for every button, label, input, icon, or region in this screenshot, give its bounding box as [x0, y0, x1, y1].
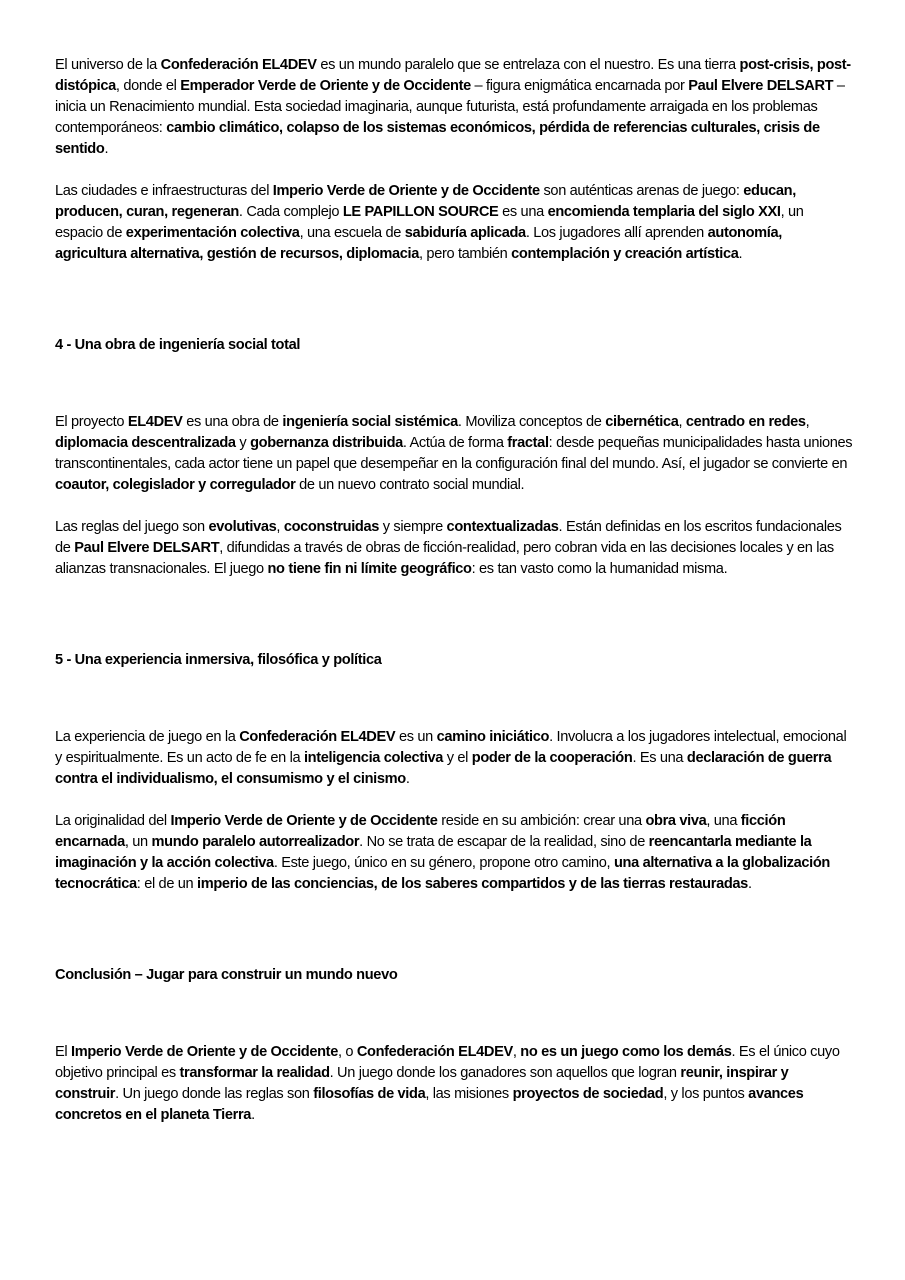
text: El universo de la — [55, 57, 161, 73]
text: . — [104, 141, 109, 157]
text: . Involucra a los jugadores intelectual, emocional y espiritualmente. Es un acto de fe en la — [55, 729, 847, 766]
bold-text: experimentación colectiva — [125, 225, 300, 241]
text: , un espacio de — [55, 204, 804, 241]
text: y siempre — [379, 519, 447, 535]
bold-text: gobernanza distribuida — [250, 435, 403, 451]
text: . Actúa de forma — [402, 435, 508, 451]
bold-text: Imperio Verde de Oriente y de Occidente — [70, 1044, 338, 1060]
text: . Moviliza conceptos de — [457, 414, 606, 430]
text: es una obra de — [182, 414, 283, 430]
bold-text: imperio de las conciencias, de los saberes compartidos y de las tierras restauradas — [197, 876, 748, 892]
text: , — [276, 519, 284, 535]
text: , y los puntos — [663, 1086, 749, 1102]
bold-text: coautor, colegislador y corregulador — [55, 477, 296, 493]
text: . Los jugadores allí aprenden — [525, 225, 708, 241]
text: . — [747, 876, 752, 892]
bold-text: encomienda templaria del siglo XXI — [547, 204, 781, 220]
text: , — [512, 1044, 521, 1060]
paragraph — [55, 412, 855, 496]
text: : desde pequeñas municipalidades hasta uniones transcontinentales, cada actor tiene un papel que desempeñar en la configuración final del mundo. Así, el jugador se convierte en — [55, 435, 853, 472]
section-intro — [55, 55, 855, 265]
bold-text: inteligencia colectiva — [303, 750, 444, 766]
bold-text: una alternativa a la globalización tecnocrática — [55, 855, 830, 892]
text: , una escuela de — [299, 225, 405, 241]
section-5 — [55, 650, 855, 895]
bold-text: Imperio Verde de Oriente y de Occidente — [170, 813, 438, 829]
bold-text: contemplación y creación artística — [511, 246, 739, 262]
bold-text: cambio climático, colapso de los sistemas económicos, pérdida de referencias culturales, crisis de sentido — [55, 120, 820, 157]
bold-text: educan, producen, curan, regeneran — [55, 183, 796, 220]
section-conclusion — [55, 965, 855, 1126]
text: Las reglas del juego son — [55, 519, 209, 535]
text: El — [55, 1044, 71, 1060]
bold-text: mundo paralelo autorrealizador — [151, 834, 360, 850]
section-heading: 5 - Una experiencia inmersiva, filosófica y política — [55, 652, 382, 668]
text: . Es una — [632, 750, 687, 766]
text: El proyecto — [55, 414, 128, 430]
text: son auténticas arenas de juego: — [539, 183, 744, 199]
text: . Un juego donde las reglas son — [115, 1086, 314, 1102]
text: Las ciudades e infraestructuras del — [55, 183, 273, 199]
text: . — [405, 771, 410, 787]
text: y el — [443, 750, 472, 766]
bold-text: Confederación EL4DEV — [160, 57, 317, 73]
bold-text: LE PAPILLON SOURCE — [342, 204, 499, 220]
text: : el de un — [136, 876, 198, 892]
bold-text: fractal — [507, 435, 549, 451]
text: , pero también — [419, 246, 512, 262]
text: reside en su ambición: crear una — [437, 813, 646, 829]
text: , una — [706, 813, 741, 829]
bold-text: coconstruidas — [283, 519, 380, 535]
text: . No se trata de escapar de la realidad, sino de — [359, 834, 649, 850]
text: es una — [498, 204, 548, 220]
bold-text: diplomacia descentralizada — [55, 435, 236, 451]
bold-text: cibernética — [605, 414, 679, 430]
paragraph — [55, 811, 855, 895]
bold-text: proyectos de sociedad — [512, 1086, 664, 1102]
bold-text: reunir, inspirar y construir — [55, 1065, 789, 1102]
paragraph — [55, 55, 855, 160]
bold-text: sabiduría aplicada — [404, 225, 526, 241]
bold-text: obra viva — [645, 813, 707, 829]
text: y — [235, 435, 251, 451]
text: . — [738, 246, 743, 262]
bold-text: poder de la cooperación — [471, 750, 633, 766]
text: . Este juego, único en su género, propone otro camino, — [273, 855, 614, 871]
text: . Un juego donde los ganadores son aquellos que logran — [329, 1065, 681, 1081]
bold-text: Emperador Verde de Oriente y de Occidente — [180, 78, 471, 94]
bold-text: declaración de guerra contra el individualismo, el consumismo y el cinismo — [55, 750, 832, 787]
bold-text: autonomía, agricultura alternativa, gestión de recursos, diplomacia — [55, 225, 782, 262]
bold-text: post-crisis, post-distópica — [55, 57, 851, 94]
section-4 — [55, 335, 855, 580]
section-heading: 4 - Una obra de ingeniería social total — [55, 337, 301, 353]
text: – inicia un Renacimiento mundial. Esta sociedad imaginaria, aunque futurista, está profundamente arraigada en los problemas contemporáneos: — [55, 78, 845, 136]
text: , o — [337, 1044, 357, 1060]
bold-text: Paul Elvere DELSART — [74, 540, 220, 556]
text: de un nuevo contrato social mundial. — [295, 477, 525, 493]
section-heading: Conclusión – Jugar para construir un mundo nuevo — [55, 967, 398, 983]
text: – figura enigmática encarnada por — [470, 78, 689, 94]
bold-text: evolutivas — [208, 519, 277, 535]
bold-text: Confederación EL4DEV — [239, 729, 396, 745]
text: . Es el único cuyo objetivo principal es — [55, 1044, 840, 1081]
bold-text: ingeniería social sistémica — [282, 414, 458, 430]
bold-text: Paul Elvere DELSART — [688, 78, 834, 94]
text: , las misiones — [425, 1086, 513, 1102]
bold-text: camino iniciático — [436, 729, 550, 745]
text: La originalidad del — [55, 813, 171, 829]
text: La experiencia de juego en la — [55, 729, 240, 745]
text: , donde el — [115, 78, 181, 94]
bold-text: contextualizadas — [446, 519, 559, 535]
bold-text: reencantarla mediante la imaginación y la acción colectiva — [55, 834, 812, 871]
document-page — [55, 55, 855, 1126]
text: , difundidas a través de obras de ficción-realidad, pero cobran vida en las decisiones locales y en las alianzas transnacionales. El juego — [55, 540, 834, 577]
text: . Cada complejo — [238, 204, 343, 220]
text: . — [251, 1107, 255, 1123]
paragraph — [55, 727, 855, 790]
bold-text: centrado en redes — [685, 414, 806, 430]
bold-text: Confederación EL4DEV — [356, 1044, 513, 1060]
bold-text: transformar la realidad — [179, 1065, 330, 1081]
text: , un — [124, 834, 152, 850]
text: es un — [395, 729, 437, 745]
bold-text: no es un juego como los demás — [520, 1044, 732, 1060]
bold-text: avances concretos en el planeta Tierra — [55, 1086, 804, 1123]
bold-text: filosofías de vida — [313, 1086, 426, 1102]
paragraph — [55, 1042, 855, 1126]
text: , — [805, 414, 810, 430]
bold-text: ficción encarnada — [55, 813, 786, 850]
paragraph — [55, 517, 855, 580]
text: , — [678, 414, 686, 430]
bold-text: Imperio Verde de Oriente y de Occidente — [272, 183, 540, 199]
text: es un mundo paralelo que se entrelaza con el nuestro. Es una tierra — [316, 57, 740, 73]
text: . Están definidas en los escritos fundacionales de — [55, 519, 842, 556]
bold-text: EL4DEV — [127, 414, 183, 430]
text: : es tan vasto como la humanidad misma. — [471, 561, 728, 577]
paragraph — [55, 181, 855, 265]
bold-text: no tiene fin ni límite geográfico — [267, 561, 472, 577]
